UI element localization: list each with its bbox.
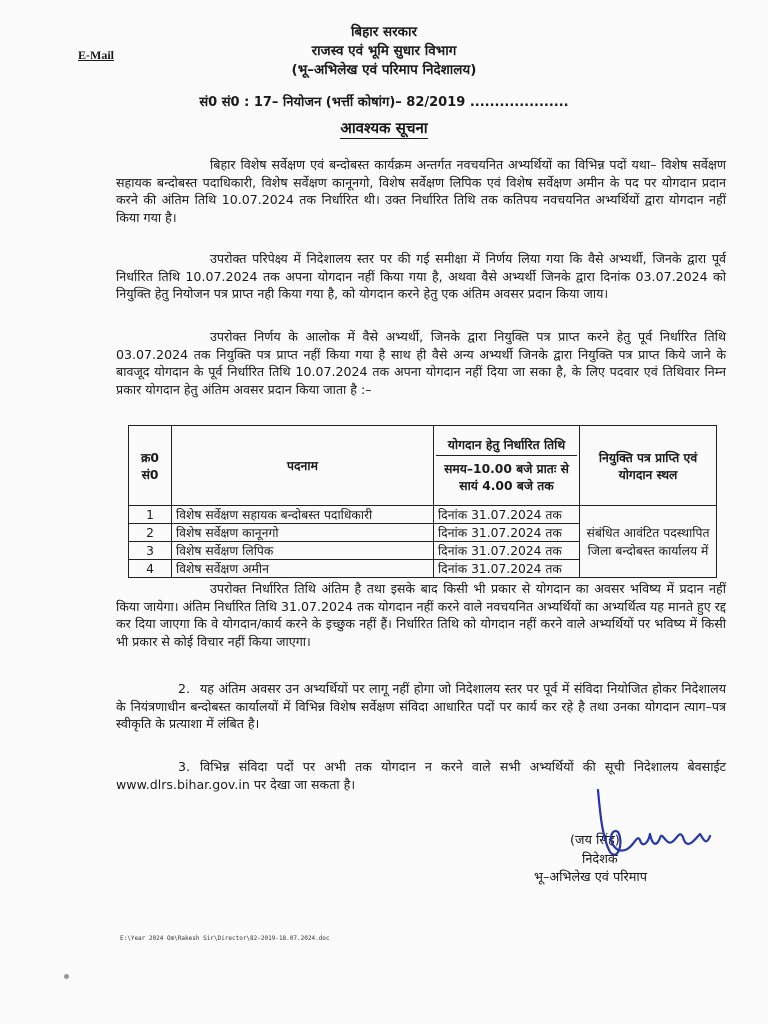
- page-speck: [64, 974, 69, 979]
- row-post: विशेष सर्वेक्षण अमीन: [172, 560, 434, 578]
- col-header-place: नियुक्ति पत्र प्राप्ति एवं योगदान स्थल: [580, 426, 717, 506]
- signatory-name: (जय सिंह): [570, 833, 620, 848]
- paragraph-4: उपरोक्त निर्धारित तिथि अंतिम है तथा इसके बाद किसी भी प्रकार से योगदान का अवसर भविष्य में प्रदान नहीं किया जायेगा। अंतिम निर्धारित तिथि 31.07.2024 तक योगदान नहीं करने वाले नवचयनित अभ्यर्थियों का अभ्यर्थित्व यह मानते हुए रद्द कर दिया जाएगा कि वे योगदान/कार्य करने के इच्छुक नहीं हैं। निर्धारित तिथि को योगदान नहीं करने वाले अभ्यर्थियों पर भविष्य में किसी भी प्रकार से कोई विचार नहीं किया जाएगा।: [116, 581, 726, 649]
- col-header-date: [434, 426, 580, 506]
- row-sn: 2: [129, 524, 172, 542]
- footer-file-path: E:\Year 2024 Om\Rakesh Sir\Director\82-2019-18.07.2024.doc: [120, 935, 330, 942]
- paragraph-5-number: 2.: [177, 681, 190, 696]
- row-sn: 3: [129, 542, 172, 560]
- paragraph-6-text: विभिन्न संविदा पदों पर अभी तक योगदान न करने वाले सभी अभ्यर्थियों की सूची निदेशालय बेवसाईट www.dlrs.bihar.gov.in पर देखा जा सकता है।: [116, 759, 726, 792]
- paragraph-3: उपरोक्त निर्णय के आलोक में वैसे अभ्यर्थी, जिनके द्वारा नियुक्ति पत्र प्राप्त करने हेतु पूर्व निर्धारित तिथि 03.07.2024 तक नियुक्ति पत्र प्राप्त नहीं किया गया है साथ ही वैसे अन्य अभ्यर्थी जिनके द्वारा नियुक्ति पत्र प्राप्त किये जाने के बावजूद योगदान के पूर्व निर्धारित तिथि 10.07.2024 तक अपना योगदान नहीं दिया जा सका है, के लिए पदवार एवं तिथिवार निम्न प्रकार योगदान हेतु अंतिम अवसर प्रदान किया जाता है :–: [116, 329, 726, 397]
- handwritten-signature: [588, 782, 718, 872]
- row-date: दिनांक 31.07.2024 तक: [434, 542, 580, 560]
- col-header-post: पदनाम: [172, 426, 434, 506]
- table-header-row: [129, 426, 717, 506]
- email-label: E-Mail: [78, 48, 114, 62]
- col-header-sn: क्र0 सं0: [129, 426, 172, 506]
- signatory-office: भू–अभिलेख एवं परिमाप: [534, 870, 648, 885]
- row-post: विशेष सर्वेक्षण कानूनगो: [172, 524, 434, 542]
- notice-title-text: आवश्यक सूचना: [340, 119, 428, 137]
- signatory-designation: निदेशक: [582, 852, 618, 867]
- schedule-table: [128, 425, 717, 578]
- reference-number: सं0 सं0 : 17– नियोजन (भर्त्ती कोषांग)– 82/2019 ....................: [199, 95, 569, 110]
- directorate-name: (भू–अभिलेख एवं परिमाप निदेशालय): [291, 62, 477, 78]
- paragraph-6-number: 3.: [177, 759, 190, 774]
- row-post: विशेष सर्वेक्षण सहायक बन्दोबस्त पदाधिकारी: [172, 506, 434, 524]
- paragraph-5: [116, 680, 726, 733]
- paragraph-5-text: यह अंतिम अवसर उन अभ्यर्थियों पर लागू नहीं होगा जो निदेशालय स्तर पर पूर्व में संविदा नियोजित होकर निदेशालय के नियंत्रणाधीन बन्दोबस्त कार्यालयों में विभिन्न विशेष सर्वेक्षण संविदा आधारित पदों पर कार्य कर रहे है तथा उनका योगदान त्याग–पत्र स्वीकृति के प्रत्याशा में लंबित है।: [116, 681, 726, 731]
- row-date: दिनांक 31.07.2024 तक: [434, 506, 580, 524]
- notice-title: [0, 118, 768, 138]
- row-date: दिनांक 31.07.2024 तक: [434, 524, 580, 542]
- row-place: संबंधित आवंटित पदस्थापित जिला बन्दोबस्त कार्यालय में: [580, 506, 717, 578]
- row-date: दिनांक 31.07.2024 तक: [434, 560, 580, 578]
- row-sn: 1: [129, 506, 172, 524]
- paragraph-2: उपरोक्त परिपेक्ष्य में निदेशालय स्तर पर की गई समीक्षा में निर्णय लिया गया कि वैसे अभ्यर्थी, जिनके द्वारा पूर्व निर्धारित तिथि 10.07.2024 तक अपना योगदान नहीं किया गया है, अथवा वैसे अभ्यर्थी जिनके द्वारा दिनांक 03.07.2024 को नियुक्ति हेतु नियोजन पत्र प्राप्त नही किया गया है, को योगदान करने हेतु एक अंतिम अवसर प्रदान किया जाय।: [116, 251, 726, 301]
- row-sn: 4: [129, 560, 172, 578]
- table-row: [129, 506, 717, 524]
- row-post: विशेष सर्वेक्षण लिपिक: [172, 542, 434, 560]
- col-header-date-time: समय–10.00 बजे प्रातः से सायं 4.00 बजे तक: [444, 461, 569, 493]
- govt-name: बिहार सरकार: [350, 24, 418, 40]
- department-name: राजस्व एवं भूमि सुधार विभाग: [311, 43, 457, 59]
- col-header-date-top: योगदान हेतु निर्धारित तिथि: [436, 434, 577, 456]
- paragraph-1: बिहार विशेष सर्वेक्षण एवं बन्दोबस्त कार्यक्रम अन्तर्गत नवचयनित अभ्यर्थियों का विभिन्न पदों यथा– विशेष सर्वेक्षण सहायक बन्दोबस्त पदाधिकारी, विशेष सर्वेक्षण कानूनगो, विशेष सर्वेक्षण लिपिक एवं विशेष सर्वेक्षण अमीन के पद पर योगदान प्रदान करने की अंतिम तिथि 10.07.2024 तक निर्धारित थी। उक्त निर्धारित तिथि तक कतिपय नवचयनित अभ्यर्थियों द्वारा योगदान नहीं किया गया है।: [116, 157, 726, 225]
